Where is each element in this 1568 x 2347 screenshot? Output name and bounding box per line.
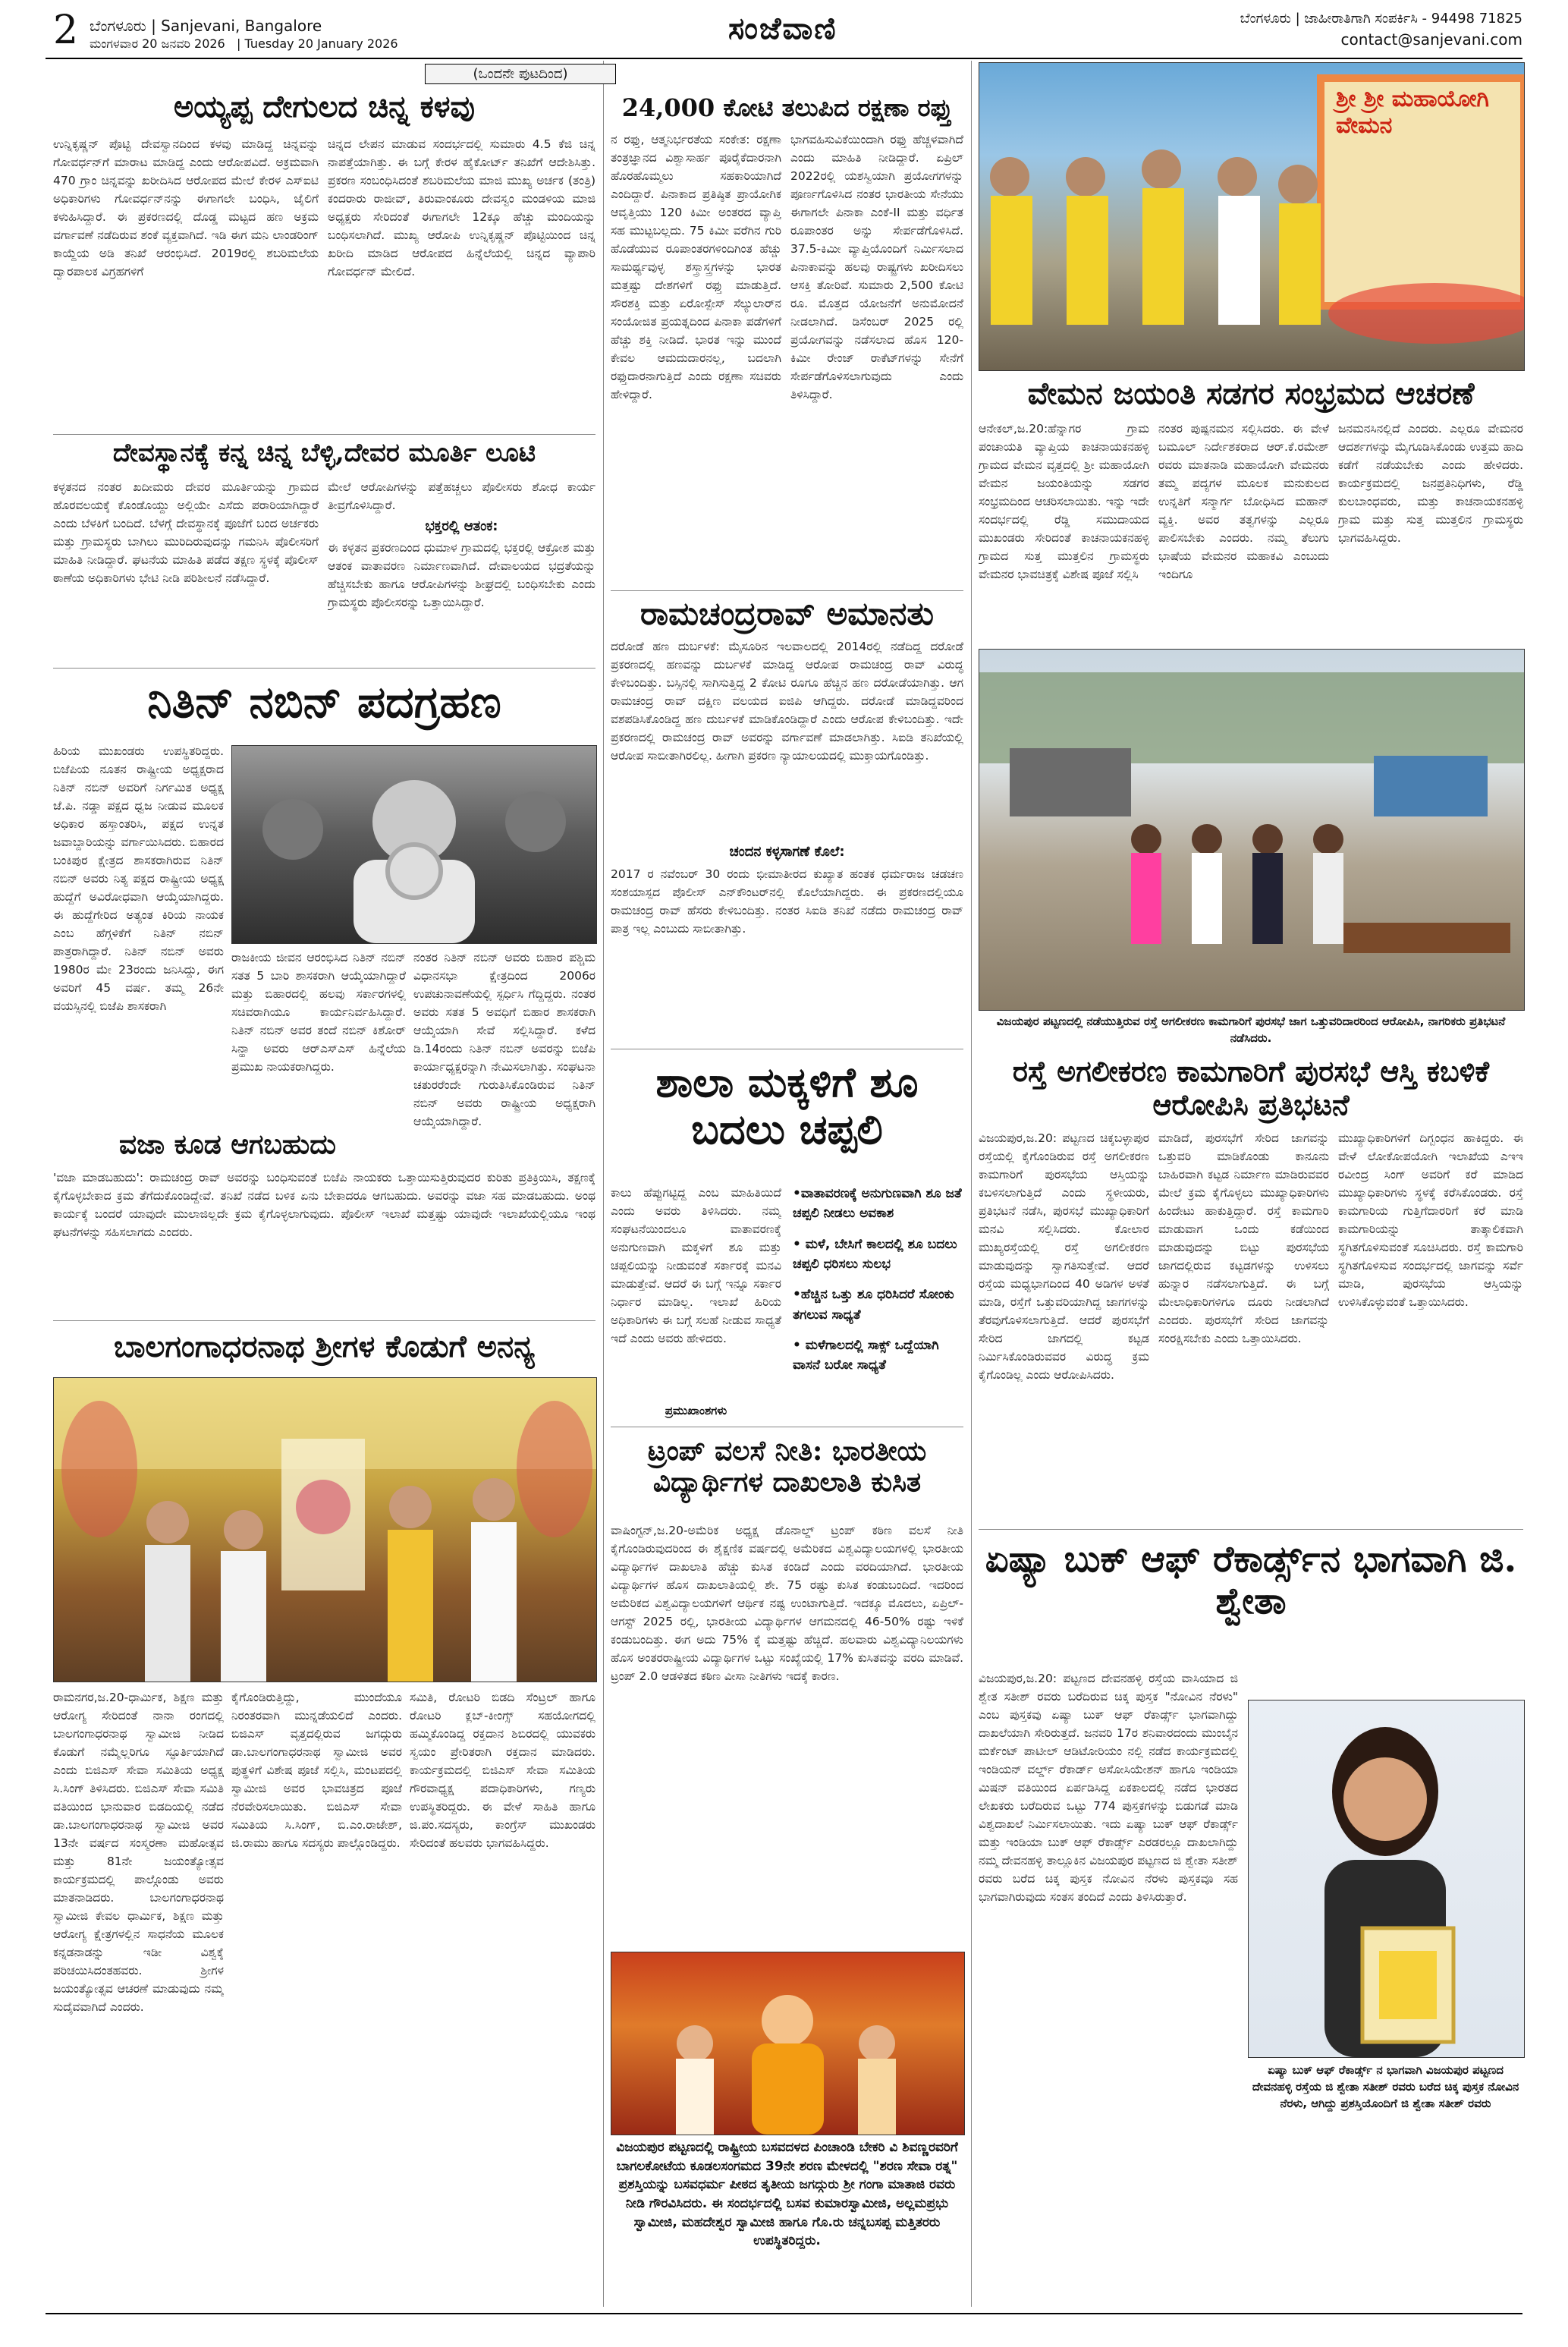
section-rule [611,590,963,591]
headline-asia-book-records: ಏಷ್ಯಾ ಬುಕ್ ಆಫ್ ರೆಕಾರ್ಡ್ಸ್‌ನ ಭಾಗವಾಗಿ ಜಿ. ಶ್ವೇತಾ [985,1538,1517,1623]
article-body: ಕಳ್ಳತನದ ನಂತರ ಖದೀಮರು ದೇವರ ಮೂರ್ತಿಯನ್ನು ಗ್ರಾಮದ ಹೊರವಲಯಕ್ಕೆ ಕೊಂಡೊಯ್ದು ಅಲ್ಲಿಯೇ ಎಸೆದು ಪರಾರಿಯಾಗಿದ್ದಾರೆ ಎಂದು ಬೆಳಕಿಗೆ ಬಂದಿದೆ. ಬೆಳಗ್ಗೆ ದೇವಸ್ಥಾನಕ್ಕೆ ಪೂಜೆಗೆ ಬಂದ ಅರ್ಚಕರು ಮತ್ತು ಗ್ರಾಮಸ್ಥರು ಬಾಗಿಲು ಮುರಿದಿರುವುದನ್ನು ಗಮನಿಸಿ ಪೊಲೀಸರಿಗೆ ಮಾಹಿತಿ ನೀಡಿದ್ದಾರೆ. ಘಟನೆಯ ಮಾಹಿತಿ ಪಡೆದ ತಕ್ಷಣ ಸ್ಥಳಕ್ಕೆ ಪೊಲೀಸ್ ಠಾಣೆಯ ಅಧಿಕಾರಿಗಳು ಭೇಟಿ ನೀಡಿ ಪರಿಶೀಲನೆ ನಡೆಸಿದ್ದಾರೆ. [53,480,319,586]
nitin-nabin-photo [231,745,597,944]
header-date [90,36,398,52]
section-rule [53,1320,595,1321]
headline-ayyappa: ಅಯ್ಯಪ್ಪ ದೇಗುಲದ ಚಿನ್ನ ಕಳವು [173,89,476,124]
column-divider [971,61,972,2307]
protest-illustration [979,650,1524,1010]
article-body: ಆನೇಕಲ್,ಜ.20:ಹೆನ್ನಾಗರ ಗ್ರಾಮ ಪಂಚಾಯತಿ ವ್ಯಾಪ್ತಿಯ ಕಾಚನಾಯಕನಹಳ್ಳಿ ಗ್ರಾಮದ ವೇಮನ ವೃತ್ತದಲ್ಲಿ ಶ್ರೀ ಮಹಾಯೋಗಿ ವೇಮನ ಜಯಂತಿಯನ್ನು ಸಡಗರ ಸಂಭ್ರಮದಿಂದ ಆಚರಿಸಲಾಯಿತು. ಇನ್ನು ಇದೇ ಸಂದರ್ಭದಲ್ಲಿ ರೆಡ್ಡಿ ಸಮುದಾಯದ ಮುಖಂಡರು ಸೇರಿದಂತೆ ಕಾಚನಾಯಕನಹಳ್ಳಿ ಗ್ರಾಮದ ಸುತ್ತ ಮುತ್ತಲಿನ ಗ್ರಾಮಸ್ಥರು ವೇಮನರ ಭಾವಚಿತ್ರಕ್ಕೆ ವಿಶೇಷ ಪೂಜೆ ಸಲ್ಲಿಸಿ [979,422,1149,582]
headline-temple-theft: ದೇವಸ್ಥಾನಕ್ಕೆ ಕನ್ನ ಚಿನ್ನ ಬೆಳ್ಳಿ,ದೇವರ ಮೂರ್ತಿ ಲೂಟಿ [112,438,536,468]
article-body: 'ವಜಾ ಮಾಡಬಹುದು': ರಾಮಚಂದ್ರ ರಾವ್ ಅವರನ್ನು ಬಂಧಿಸುವಂತೆ ಬಿಜೆಪಿ ನಾಯಕರು ಒತ್ತಾಯಿಸುತ್ತಿರುವುದರ ಕುರಿತು ಪ್ರತಿಕ್ರಿಯಿಸಿ, ತಕ್ಷಣಕ್ಕೆ ಕೈಗೊಳ್ಳಬೇಕಾದ ಕ್ರಮ ತೆಗೆದುಕೊಂಡಿದ್ದೇವೆ. ತನಿಖೆ ನಡೆದ ಬಳಿಕ ಏನು ಬೇಕಾದರೂ ಆಗಬಹುದು. ಅವರನ್ನು ವಜಾ ಸಹ ಮಾಡಬಹುದು. ಅಂಥ ಕಾರ್ಯಕ್ಕೆ ಬಂದರೆ ಯಾವುದೇ ಮುಲಾಜಿಲ್ಲದೇ ಕ್ರಮ ಕೈಗೊಳ್ಳಲಾಗುವುದು. ಪೊಲೀಸ್ ಇಲಾಖೆ ಮತ್ತಷ್ಟು ಯಾವುದೇ ಇಲಾಖೆಯಲ್ಲಿಯೂ ಇಂಥ ಘಟನೆಗಳನ್ನು ಸಹಿಸಲಾಗದು ಎಂದರು. [53,1171,595,1240]
article-body: ಸಮಿತಿ, ರೋಟರಿ ಬಿಡದಿ ಸೆಂಟ್ರಲ್ ಹಾಗೂ ರೋಟರಿ ಕ್ಲಬ್-ಕೀಂಗ್ಸ್ ಸಹಯೋಗದಲ್ಲಿ ಹಮ್ಮಿಕೊಂಡಿದ್ದ ರಕ್ತದಾನ ಶಿಬಿರದಲ್ಲಿ ಯುವಕರು ಸ್ವಯಂ ಪ್ರೇರಿತರಾಗಿ ರಕ್ತದಾನ ಮಾಡಿದರು. ಕಾರ್ಯಕ್ರಮದಲ್ಲಿ ಬಿಜಿಎಸ್ ಸೇವಾ ಸಮಿತಿಯ ಗೌರವಾಧ್ಯಕ್ಷ ಪದಾಧಿಕಾರಿಗಳು, ಗಣ್ಯರು ಉಪಸ್ಥಿತರಿದ್ದರು. ಈ ವೇಳೆ ಸಾಹಿತಿ ಹಾಗೂ ಜಿ.ಪಂ.ಸದಸ್ಯರು, ಕಾಂಗ್ರೆಸ್ ಮುಖಂಡರು ಸೇರಿದಂತೆ ಹಲವರು ಭಾಗವಹಿಸಿದ್ದರು. [410,1691,595,1851]
headline-balagangadharanatha: ಬಾಲಗಂಗಾಧರನಾಥ ಶ್ರೀಗಳ ಕೊಡುಗೆ ಅನನ್ಯ [114,1329,535,1364]
ceremony-illustration [611,1952,964,2135]
article-body: ಚಿನ್ನದ ಲೇಪನ ಮಾಡುವ ಸಂದರ್ಭದಲ್ಲಿ ಸುಮಾರು 4.5 ಕೆಜಿ ಚಿನ್ನ ನಾಪತ್ತೆಯಾಗಿತ್ತು. ಈ ಬಗ್ಗೆ ಕೇರಳ ಹೈಕೋರ್ಟ್ ತನಿಖೆಗೆ ಆದೇಶಿಸಿತ್ತು. ಪ್ರಕರಣ ಸಂಬಂಧಿಸಿದಂತೆ ಶಬರಿಮಲೆಯ ಮಾಜಿ ಮುಖ್ಯ ಅರ್ಚಕ (ತಂತ್ರಿ) ಕಂದರಾರು ರಾಜೀವ್, ತಿರುವಾಂಕೂರು ದೇವಸ್ವಂ ಮಂಡಳಿಯ ಮಾಜಿ ಅಧ್ಯಕ್ಷರು ಸೇರಿದಂತೆ ಈಗಾಗಲೇ 12ಕ್ಕೂ ಹೆಚ್ಚು ಮಂದಿಯನ್ನು ಬಂಧಿಸಲಾಗಿದೆ. ಮುಖ್ಯ ಆರೋಪಿ ಉನ್ನಿಕೃಷ್ಣನ್ ಪೊಟ್ಟಿಯಿಂದ ಚಿನ್ನ ಖರೀದಿ ಮಾಡಿದ ಆರೋಪದ ಹಿನ್ನೆಲೆಯಲ್ಲಿ ಚಿನ್ನದ ವ್ಯಾಪಾರಿ ಗೋವರ್ಧನ್ ಮೇಲಿದೆ. [328,137,595,279]
subhead: ಭಕ್ತರಲ್ಲಿ ಆತಂಕ: [425,518,498,534]
highlights-list [793,1184,963,1386]
date-en: | Tuesday 20 January 2026 [237,36,398,51]
contact-email: contact@sanjevani.com [1340,30,1522,49]
article-body: ರಾಜಕೀಯ ಜೀವನ ಆರಂಭಿಸಿದ ನಿತಿನ್ ನಬಿನ್ ಸತತ 5 ಬಾರಿ ಶಾಸಕರಾಗಿ ಆಯ್ಕೆಯಾಗಿದ್ದಾರೆ ಮತ್ತು ಬಿಹಾರದಲ್ಲಿ ಹಲವು ಸರ್ಕಾರಗಳಲ್ಲಿ ಸಚಿವರಾಗಿಯೂ ಕಾರ್ಯನಿರ್ವಹಿಸಿದ್ದಾರೆ. ನಿತಿನ್ ನಬಿನ್ ಅವರ ತಂದೆ ನಬಿನ್ ಕಿಶೋರ್ ಸಿನ್ಹಾ ಅವರು ಆರ್‌ಎಸ್‌ಎಸ್ ಹಿನ್ನೆಲೆಯ ಪ್ರಮುಖ ನಾಯಕರಾಗಿದ್ದರು. [231,951,406,1074]
highlights-label: ಪ್ರಮುಖಾಂಶಗಳು [665,1404,727,1417]
road-protest-photo [979,649,1525,1011]
shwetha-illustration [1249,1700,1524,2057]
highlight-item: •ಹೆಚ್ಚಿನ ಒತ್ತು ಶೂ ಧರಿಸಿದರೆ ಸೋಂಕು ತಗಲುವ ಸಾಧ್ಯತೆ [793,1287,954,1323]
photo-caption: ಏಷ್ಯಾ ಬುಕ್ ಆಫ್ ರೆಕಾರ್ಡ್ಸ್ ನ ಭಾಗವಾಗಿ ವಿಜಯಪುರ ಪಟ್ಟಣದ ದೇವನಹಳ್ಳಿ ರಸ್ತೆಯ ಜಿ ಶ್ವೇತಾ ಸತೀಶ್ ರವರು ಬರೆದ ಚಿಕ್ಕ ಪುಸ್ತಕ ನೋವಿನ ನೆರಳು, ಆಗಿದ್ದು ಪ್ರಶಸ್ತಿಯೊಂದಿಗೆ ಜಿ ಶ್ವೇತಾ ಸತೀಶ್ ರವರು [1252,2063,1519,2110]
headline-school-shoes: ಶಾಲಾ ಮಕ್ಕಳಿಗೆ ಶೂ ಬದಲು ಚಪ್ಪಲಿ [655,1058,919,1154]
logo-text: ಸಂಜೆವಾಣಿ [728,11,837,46]
swamiji-event-photo [53,1377,597,1682]
continued-label: (ಒಂದನೇ ಪುಟದಿಂದ) [425,64,616,84]
article-body: ವಾಷಿಂಗ್ಟನ್,ಜ.20-ಅಮೆರಿಕ ಅಧ್ಯಕ್ಷ ಡೊನಾಲ್ಡ್ ಟ್ರಂಪ್ ಕಠಿಣ ವಲಸೆ ನೀತಿ ಕೈಗೊಂಡಿರುವುದರಿಂದ ಈ ಶೈಕ್ಷಣಿಕ ವರ್ಷದಲ್ಲಿ ಅಮೆರಿಕದ ವಿಶ್ವವಿದ್ಯಾಲಯಗಳಲ್ಲಿ ಭಾರತೀಯ ವಿದ್ಯಾರ್ಥಿಗಳ ದಾಖಲಾತಿ ಹೆಚ್ಚು ಕುಸಿತ ಕಂಡಿದೆ ಎಂದು ವರದಿಯಾಗಿದೆ. ಭಾರತೀಯ ವಿದ್ಯಾರ್ಥಿಗಳ ಹೊಸ ದಾಖಲಾತಿಯಲ್ಲಿ ಶೇ. 75 ರಷ್ಟು ಕುಸಿತ ಕಂಡುಬಂದಿದೆ. ಇದರಿಂದ ಅಮೆರಿಕದ ವಿಶ್ವವಿದ್ಯಾಲಯಗಳಿಗೆ ಆರ್ಥಿಕ ನಷ್ಟ ಉಂಟಾಗುತ್ತಿದೆ. ಇದಕ್ಕೂ ಮೊದಲು, ಏಪ್ರಿಲ್-ಆಗಸ್ಟ್ 2025 ರಲ್ಲಿ, ಭಾರತೀಯ ವಿದ್ಯಾರ್ಥಿಗಳ ಆಗಮನದಲ್ಲಿ 46-50% ರಷ್ಟು ಇಳಿಕೆ ಕಂಡುಬಂದಿತ್ತು. ಈಗ ಅದು 75% ಕ್ಕೆ ಮತ್ತಷ್ಟು ಹೆಚ್ಚಿದೆ. ಹಲವಾರು ವಿಶ್ವವಿದ್ಯಾನಿಲಯಗಳು ಹೊಸ ಅಂತರರಾಷ್ಟ್ರೀಯ ವಿದ್ಯಾರ್ಥಿಗಳ ಒಟ್ಟು ಸಂಖ್ಯೆಯಲ್ಲಿ 17% ಕುಸಿತವನ್ನು ವರದಿ ಮಾಡಿವೆ. ಟ್ರಂಪ್ 2.0 ಆಡಳಿತದ ಕಠಿಣ ವೀಸಾ ನೀತಿಗಳು ಇದಕ್ಕೆ ಕಾರಣ. [611,1524,963,1684]
column-divider [603,61,604,2307]
article-body: ಹಿರಿಯ ಮುಖಂಡರು ಉಪಸ್ಥಿತರಿದ್ದರು. ಬಿಜೆಪಿಯ ನೂತನ ರಾಷ್ಟ್ರೀಯ ಅಧ್ಯಕ್ಷರಾದ ನಿತಿನ್ ನಬಿನ್ ಅವರಿಗೆ ನಿರ್ಗಮಿತ ಅಧ್ಯಕ್ಷ ಜೆ.ಪಿ. ನಡ್ಡಾ ಪಕ್ಷದ ಧ್ವಜ ನೀಡುವ ಮೂಲಕ ಅಧಿಕಾರ ಹಸ್ತಾಂತರಿಸಿ, ಪಕ್ಷದ ಉನ್ನತ ಜವಾಬ್ದಾರಿಯನ್ನು ವರ್ಗಾಯಿಸಿದರು. ಬಿಹಾರದ ಬಂಕಿಪುರ ಕ್ಷೇತ್ರದ ಶಾಸಕರಾಗಿರುವ ನಿತಿನ್ ನಬಿನ್ ಅವರು ನಿತ್ಯ ಪಕ್ಷದ ರಾಷ್ಟ್ರೀಯ ಅಧ್ಯಕ್ಷ ಹುದ್ದೆಗೆ ಅವಿರೋಧವಾಗಿ ಆಯ್ಕೆಯಾಗಿದ್ದರು. ಈ ಹುದ್ದೆಗೇರಿದ ಅತ್ಯಂತ ಕಿರಿಯ ನಾಯಕ ಎಂಬ ಹೆಗ್ಗಳಿಕೆಗೆ ನಿತಿನ್ ನಬಿನ್ ಪಾತ್ರರಾಗಿದ್ದಾರೆ. ನಿತಿನ್ ನಬಿನ್ ಅವರು 1980ರ ಮೇ 23ರಂದು ಜನಿಸಿದ್ದು, ಈಗ ಅವರಿಗೆ 45 ವರ್ಷ. ತಮ್ಮ 26ನೇ ವಯಸ್ಸಿನಲ್ಲಿ ಬಿಜೆಪಿ ಶಾಸಕರಾಗಿ [53,744,224,1014]
portrait-illustration [232,746,596,943]
footer-rule [46,2313,1522,2314]
article-body: ಮುಖ್ಯಾಧಿಕಾರಿಗಳಿಗೆ ದಿಗ್ಬಂಧನ ಹಾಕಿದ್ದರು. ಈ ವೇಳೆ ಲೋಕೋಪಯೋಗಿ ಇಲಾಖೆಯ ಎಇಇ ರವೀಂದ್ರ ಸಿಂಗ್ ಅವರಿಗೆ ಕರೆ ಮಾಡಿದ ಮುಖ್ಯಾಧಿಕಾರಿಗಳು ಸ್ಥಳಕ್ಕೆ ಕರೆಸಿಕೊಂಡರು. ರಸ್ತೆ ಕಾಮಗಾರಿಯ ಗುತ್ತಿಗೆದಾರರಿಗೆ ಕರೆ ಮಾಡಿ ಕಾಮಗಾರಿಯನ್ನು ತಾತ್ಕಾಲಿಕವಾಗಿ ಸ್ಥಗಿತಗೊಳಿಸುವಂತೆ ಸೂಚಿಸಿದರು. ರಸ್ತೆ ಕಾಮಗಾರಿ ಸ್ಥಗಿತಗೊಳಿಸುವ ಸಂದರ್ಭದಲ್ಲಿ ಜಾಗವನ್ನು ಸರ್ವೆ ಮಾಡಿ, ಪುರಸಭೆಯ ಆಸ್ತಿಯನ್ನು ಉಳಿಸಿಕೊಳ್ಳುವಂತೆ ಒತ್ತಾಯಿಸಿದರು. [1338,1131,1523,1310]
masthead-logo [728,11,837,46]
article-body: ಈ ಕಳ್ಳತನ ಪ್ರಕರಣದಿಂದ ಧುಮಾಳ ಗ್ರಾಮದಲ್ಲಿ ಭಕ್ತರಲ್ಲಿ ಆಕ್ರೋಶ ಮತ್ತು ಆತಂಕ ವಾತಾವರಣ ನಿರ್ಮಾಣವಾಗಿದೆ. ದೇವಾಲಯದ ಭದ್ರತೆಯನ್ನು ಹೆಚ್ಚಿಸಬೇಕು ಹಾಗೂ ಆರೋಪಿಗಳನ್ನು ಶೀಘ್ರದಲ್ಲಿ ಬಂಧಿಸಬೇಕು ಎಂದು ಗ್ರಾಮಸ್ಥರು ಪೊಲೀಸರನ್ನು ಒತ್ತಾಯಿಸಿದ್ದಾರೆ. [328,541,595,610]
headline-road-widening: ರಸ್ತೆ ಅಗಲೀಕರಣ ಕಾಮಗಾರಿಗೆ ಪುರಸಭೆ ಆಸ್ತಿ ಕಬಳಿಕೆ ಆರೋಪಿಸಿ ಪ್ರತಿಭಟನೆ [1012,1054,1490,1122]
article-body: ವಿಜಯಪುರ,ಜ.20: ಪಟ್ಟಣದ ಚಿಕ್ಕಬಳ್ಳಾಪುರ ರಸ್ತೆಯಲ್ಲಿ ಕೈಗೊಂಡಿರುವ ರಸ್ತೆ ಅಗಲೀಕರಣ ಕಾಮಗಾರಿಗೆ ಪುರಸಭೆಯ ಆಸ್ತಿಯನ್ನು ಕಬಳಿಸಲಾಗುತ್ತಿದೆ ಎಂದು ಸ್ಥಳೀಯರು, ಪ್ರತಿಭಟನೆ ನಡೆಸಿ, ಪುರಸಭೆ ಮುಖ್ಯಾಧಿಕಾರಿಗೆ ಮನವಿ ಸಲ್ಲಿಸಿದರು. ಕೋಲಾರ ಮುಖ್ಯರಸ್ತೆಯಲ್ಲಿ ರಸ್ತೆ ಅಗಲೀಕರಣ ಮಾಡುವುದನ್ನು ಸ್ವಾಗತಿಸುತ್ತೇವೆ. ಆದರೆ ರಸ್ತೆಯ ಮಧ್ಯಭಾಗದಿಂದ 40 ಅಡಿಗಳ ಅಳತೆ ಮಾಡಿ, ರಸ್ತೆಗೆ ಒತ್ತುವರಿಯಾಗಿದ್ದ ಜಾಗಗಳನ್ನು ತೆರವುಗೊಳಿಸಲಾಗುತ್ತಿದೆ. ಆದರೆ ಪುರಸಭೆಗೆ ಸೇರಿದ ಜಾಗದಲ್ಲಿ ಕಟ್ಟಡ ನಿರ್ಮಿಸಿಕೊಂಡಿರುವವರ ವಿರುದ್ಧ ಕ್ರಮ ಕೈಗೊಂಡಿಲ್ಲ ಎಂದು ಆರೋಪಿಸಿದರು. [979,1131,1149,1383]
article-body: ನ ರಫ್ತು, ಆತ್ಮನಿರ್ಭರತೆಯ ಸಂಕೇತ: ರಕ್ಷಣಾ ತಂತ್ರಜ್ಞಾನದ ವಿಶ್ವಾಸಾರ್ಹ ಪೂರೈಕೆದಾರನಾಗಿ ಹೊರಹೊಮ್ಮಲು ಸಹಕಾರಿಯಾಗಿದೆ ಎಂದಿದ್ದಾರೆ. ಪಿನಾಕಾದ ಪ್ರತಿಷ್ಠಿತ ಪ್ರಾಯೋಗಿಕ ಆವೃತ್ತಿಯು 120 ಕಿಮೀ ಅಂತರದ ವ್ಯಾಪ್ತಿ ಸಹ ಮುಟ್ಟಬಲ್ಲದು. 75 ಕಿಮೀ ವರೆಗಿನ ಗುರಿ ಹೊಡೆಯುವ ರೂಪಾಂತರಗಳಿಂದಿಗಿಂತ ಹೆಚ್ಚು ಸಾಮರ್ಥ್ಯವುಳ್ಳ ಶಸ್ತ್ರಾಸ್ತ್ರಗಳನ್ನು ಭಾರತ ಮತ್ತಷ್ಟು ದೇಶಗಳಿಗೆ ರಫ್ತು ಮಾಡುತ್ತಿದೆ. ಸೌರಶಕ್ತಿ ಮತ್ತು ಏರೋಸ್ಪೇಸ್ ಸೆಲ್ಯುಲಾರ್‌ನ ಸಂಯೋಜಿತ ಪ್ರಯತ್ನದಿಂದ ಪಿನಾಕಾ ಪಡೆಗಳಿಗೆ ಹೆಚ್ಚು ಶಕ್ತಿ ನೀಡಿದೆ. ಭಾರತ ಇನ್ನು ಮುಂದೆ ಕೇವಲ ಆಮದುದಾರನಲ್ಲ, ಬದಲಾಗಿ ರಫ್ತುದಾರನಾಗುತ್ತಿದೆ ಎಂದು ರಕ್ಷಣಾ ಸಚಿವರು ಹೇಳಿದ್ದಾರೆ. [611,133,781,402]
date-kn: ಮಂಗಳವಾರ 20 ಜನವರಿ 2026 [90,36,225,51]
article-body: ಮಾಡಿದೆ, ಪುರಸಭೆಗೆ ಸೇರಿದ ಜಾಗವನ್ನು ಒತ್ತುವರಿ ಮಾಡಿಕೊಂಡು ಕಾನೂನು ಬಾಹಿರವಾಗಿ ಕಟ್ಟಡ ನಿರ್ಮಾಣ ಮಾಡಿರುವವರ ಮೇಲೆ ಕ್ರಮ ಕೈಗೊಳ್ಳಲು ಮುಖ್ಯಾಧಿಕಾರಿಗಳು ಹಿಂದೇಟು ಹಾಕುತ್ತಿದ್ದಾರೆ. ರಸ್ತೆ ಕಾಮಗಾರಿ ಮಾಡುವಾಗ ಒಂದು ಕಡೆಯಿಂದ ಮಾಡುವುದನ್ನು ಬಿಟ್ಟು ಪುರಸಭೆಯ ಜಾಗದಲ್ಲಿರುವ ಕಟ್ಟಡಗಳನ್ನು ಉಳಿಸಲು ಹುನ್ನಾರ ನಡೆಸಲಾಗುತ್ತಿದೆ. ಈ ಬಗ್ಗೆ ಮೇಲಾಧಿಕಾರಿಗಳಿಗೂ ದೂರು ನೀಡಲಾಗಿದೆ ಎಂದರು. ಪುರಸಭೆಗೆ ಸೇರಿದ ಜಾಗವನ್ನು ಸಂರಕ್ಷಿಸಬೇಕು ಎಂದು ಒತ್ತಾಯಿಸಿದರು. [1158,1131,1329,1346]
article-body: ಕೈಗೊಂಡಿರುತ್ತಿದ್ದು, ಮುಂದೆಯೂ ನಿರಂತರವಾಗಿ ಮುನ್ನಡೆಯಲಿದೆ ಎಂದರು. ಬಿಜಿಎಸ್ ವೃತ್ತದಲ್ಲಿರುವ ಜಗದ್ಗುರು ಡಾ.ಬಾಲಗಂಗಾಧರನಾಥ ಸ್ವಾಮೀಜಿ ಅವರ ಪುತ್ಥಳಿಗೆ ವಿಶೇಷ ಪೂಜೆ ಸಲ್ಲಿಸಿ, ಮಂಟಪದಲ್ಲಿ ಸ್ವಾಮೀಜಿ ಅವರ ಭಾವಚಿತ್ರದ ಪೂಜೆ ನೆರವೇರಿಸಲಾಯಿತು. ಬಿಜಿಎಸ್ ಸೇವಾ ಸಮಿತಿಯ ಸಿ.ಸಿಂಗ್, ಬಿ.ಎಂ.ರಾಜೇಶ್, ಜಿ.ರಾಮು ಹಾಗೂ ಸದಸ್ಯರು ಪಾಲ್ಗೊಂಡಿದ್ದರು. [231,1691,402,1851]
award-ceremony-photo [611,1952,965,2135]
article-body: ರಾಮನಗರ,ಜ.20-ಧಾರ್ಮಿಕ, ಶಿಕ್ಷಣ ಮತ್ತು ಆರೋಗ್ಯ ಸೇರಿದಂತೆ ನಾನಾ ರಂಗದಲ್ಲಿ ಬಾಲಗಂಗಾಧರನಾಥ ಸ್ವಾಮೀಜಿ ನೀಡಿದ ಕೊಡುಗೆ ನಮ್ಮೆಲ್ಲರಿಗೂ ಸ್ಫೂರ್ತಿಯಾಗಿದೆ ಎಂದು ಬಿಜಿಎಸ್ ಸೇವಾ ಸಮಿತಿಯ ಅಧ್ಯಕ್ಷ ಸಿ.ಸಿಂಗ್ ತಿಳಿಸಿದರು. ಬಿಜಿಎಸ್ ಸೇವಾ ಸಮಿತಿ ವತಿಯಿಂದ ಭಾನುವಾರ ಬಿಡದಿಯಲ್ಲಿ ನಡೆದ ಡಾ.ಬಾಲಗಂಗಾಧರನಾಥ ಸ್ವಾಮೀಜಿ ಅವರ 13ನೇ ವರ್ಷದ ಸಂಸ್ಮರಣಾ ಮಹೋತ್ಸವ ಮತ್ತು 81ನೇ ಜಯಂತ್ಯೋತ್ಸವ ಕಾರ್ಯಕ್ರಮದಲ್ಲಿ ಪಾಲ್ಗೊಂಡು ಅವರು ಮಾತನಾಡಿದರು. ಬಾಲಗಂಗಾಧರನಾಥ ಸ್ವಾಮೀಜಿ ಕೇವಲ ಧಾರ್ಮಿಕ, ಶಿಕ್ಷಣ ಮತ್ತು ಆರೋಗ್ಯ ಕ್ಷೇತ್ರಗಳಲ್ಲಿನ ಸಾಧನೆಯ ಮೂಲಕ ಕನ್ನಡನಾಡನ್ನು ಇಡೀ ವಿಶ್ವಕ್ಕೆ ಪರಿಚಯಿಸಿದಂತಹವರು. ಶ್ರೀಗಳ ಜಯಂತ್ಯೋತ್ಸವ ಆಚರಣೆ ಮಾಡುವುದು ನಮ್ಮ ಸುದೈವವಾಗಿದೆ ಎಂದರು. [53,1691,224,2015]
headline-dismissal: ವಜಾ ಕೂಡ ಆಗಬಹುದು [119,1128,336,1160]
article-body: ಕಾಲು ಹೆಪ್ಪುಗಟ್ಟಿದ್ದ ಎಂಬ ಮಾಹಿತಿಯಿದೆ ಎಂದು ಅವರು ತಿಳಿಸಿದರು. ನಮ್ಮ ಸಂಘಟನೆಯಿಂದಲೂ ವಾತಾವರಣಕ್ಕೆ ಅನುಗುಣವಾಗಿ ಮಕ್ಕಳಿಗೆ ಶೂ ಮತ್ತು ಚಪ್ಪಲಿಯನ್ನು ನೀಡುವಂತೆ ಸರ್ಕಾರಕ್ಕೆ ಮನವಿ ಮಾಡುತ್ತೇವೆ. ಆದರೆ ಈ ಬಗ್ಗೆ ಇನ್ನೂ ಸರ್ಕಾರ ನಿರ್ಧಾರ ಮಾಡಿಲ್ಲ. ಇಲಾಖೆ ಹಿರಿಯ ಅಧಿಕಾರಿಗಳು ಈ ಬಗ್ಗೆ ಸಲಹೆ ನೀಡುವ ಸಾಧ್ಯತೆ ಇದೆ ಎಂದು ಅವರು ಹೇಳಿದರು. [611,1186,781,1346]
photo-caption: ವಿಜಯಪುರ ಪಟ್ಟಣದಲ್ಲಿ ನಡೆಯುತ್ತಿರುವ ರಸ್ತೆ ಅಗಲೀಕರಣ ಕಾಮಗಾರಿಗೆ ಪುರಸಭೆ ಜಾಗ ಒತ್ತುವರಿದಾರರಿಂದ ಆರೋಪಿಸಿ, ನಾಗರಿಕರು ಪ್ರತಿಭಟನೆ ನಡೆಸಿದರು. [996,1015,1506,1045]
headline-vemana-jayanti: ವೇಮನ ಜಯಂತಿ ಸಡಗರ ಸಂಭ್ರಮದ ಆಚರಣೆ [1027,376,1475,411]
headline-defence-exports: 24,000 ಕೋಟಿ ತಲುಪಿದ ರಕ್ಷಣಾ ರಫ್ತು [621,93,953,122]
section-rule [53,434,595,435]
city-kn: ಬೆಂಗಳೂರು [90,17,146,35]
section-rule [53,668,595,669]
shwetha-photo [1248,1700,1525,2058]
article-body: ಭಾಗವಹಿಸುವಿಕೆಯಿಂದಾಗಿ ರಫ್ತು ಹೆಚ್ಚಳವಾಗಿದೆ ಎಂದು ಮಾಹಿತಿ ನೀಡಿದ್ದಾರೆ. ಏಪ್ರಿಲ್ 2022ರಲ್ಲಿ ಯಶಸ್ವಿಯಾಗಿ ಪ್ರಯೋಗಗಳನ್ನು ಪೂರ್ಣಗೊಳಿಸಿದ ನಂತರ ಭಾರತೀಯ ಸೇನೆಯು ಈಗಾಗಲೇ ಪಿನಾಕಾ ಎಂಕೆ-II ಮತ್ತು ವರ್ಧಿತ ರೂಪಾಂತರ ಅನ್ನು ಸೇರ್ಪಡೆಗೊಳಿಸಿದೆ. 37.5-ಕಿಮೀ ವ್ಯಾಪ್ತಿಯೊಂದಿಗೆ ನಿರ್ಮಿಸಲಾದ ಪಿನಾಕಾವನ್ನು ಹಲವು ರಾಷ್ಟ್ರಗಳು ಖರೀದಿಸಲು ಆಸಕ್ತಿ ತೋರಿವೆ. ಸುಮಾರು 2,500 ಕೋಟಿ ರೂ. ಮೊತ್ತದ ಯೋಜನೆಗೆ ಅನುಮೋದನೆ ನೀಡಲಾಗಿದೆ. ಡಿಸೆಂಬರ್ 2025 ರಲ್ಲಿ ಪ್ರಯೋಗವನ್ನು ನಡೆಸಲಾದ ಹೊಸ 120-ಕಿಮೀ ರೇಂಜ್ ರಾಕೆಟ್‌ಗಳನ್ನು ಸೇನೆಗೆ ಸೇರ್ಪಡೆಗೊಳಿಸಲಾಗುವುದು ಎಂದು ತಿಳಿಸಿದ್ದಾರೆ. [790,133,963,402]
vemana-banner-text: ಶ್ರೀ ಶ್ರೀ ಮಹಾಯೋಗಿ ವೇಮನ [1336,86,1489,139]
photo-caption: ವಿಜಯಪುರ ಪಟ್ಟಣದಲ್ಲಿ ರಾಷ್ಟ್ರೀಯ ಬಸವದಳದ ಪಿಂಚಾಂಡಿ ಬೇಕರಿ ವಿ ಶಿವಣ್ಣರವರಿಗೆ ಬಾಗಲಕೋಟೆಯ ಕೂಡಲಸಂಗಮದ 39ನೇ ಶರಣ ಮೇಳದಲ್ಲಿ "ಶರಣ ಸೇವಾ ರತ್ನ" ಪ್ರಶಸ್ತಿಯನ್ನು ಬಸವಧರ್ಮ ಪೀಠದ ತೃತೀಯ ಜಗದ್ಗುರು ಶ್ರೀ ಗಂಗಾ ಮಾತಾಜಿ ರವರು ನೀಡಿ ಗೌರವಿಸಿದರು. ಈ ಸಂದರ್ಭದಲ್ಲಿ ಬಸವ ಕುಮಾರಸ್ವಾಮೀಜಿ, ಅಲ್ಲಮಪ್ರಭು ಸ್ವಾಮೀಜಿ, ಮಹದೇಶ್ವರ ಸ್ವಾಮೀಜಿ ಹಾಗೂ ಗೊ.ರು ಚನ್ನಬಸಪ್ಪ ಮತ್ತಿತರರು ಉಪಸ್ಥಿತರಿದ್ದರು. [616,2140,958,2249]
headline-trump-immigration: ಟ್ರಂಪ್ ವಲಸೆ ನೀತಿ: ಭಾರತೀಯ ವಿದ್ಯಾರ್ಥಿಗಳ ದಾಖಲಾತಿ ಕುಸಿತ [647,1435,927,1499]
article-body: ನಂತರ ನಿತಿನ್ ನಬಿನ್ ಅವರು ಬಿಹಾರ ಪಶ್ಚಿಮ ವಿಧಾನಸಭಾ ಕ್ಷೇತ್ರದಿಂದ 2006ರ ಉಪಚುನಾವಣೆಯಲ್ಲಿ ಸ್ಪರ್ಧಿಸಿ ಗೆದ್ದಿದ್ದರು. ನಂತರ ಅವರು ಸತತ 5 ಅವಧಿಗೆ ಬಿಹಾರ ಶಾಸಕರಾಗಿ ಆಯ್ಕೆಯಾಗಿ ಸೇವೆ ಸಲ್ಲಿಸಿದ್ದಾರೆ. ಕಳೆದ ಡಿ.14ರಂದು ನಿತಿನ್ ನಬಿನ್ ಅವರನ್ನು ಬಿಜೆಪಿ ಕಾರ್ಯಾಧ್ಯಕ್ಷರನ್ನಾಗಿ ನೇಮಿಸಲಾಗಿತ್ತು. ಸಂಘಟನಾ ಚತುರರೆಂದೇ ಗುರುತಿಸಿಕೊಂಡಿರುವ ನಿತಿನ್ ನಬಿನ್ ಅವರು ರಾಷ್ಟ್ರೀಯ ಅಧ್ಯಕ್ಷರಾಗಿ ಆಯ್ಕೆಯಾಗಿದ್ದಾರೆ. [413,951,595,1129]
headline-ramachandrarao: ರಾಮಚಂದ್ರರಾವ್ ಅಮಾನತು [640,595,934,632]
subhead: ಚಂದನ ಕಳ್ಳಸಾಗಣೆ ಕೊಲೆ: [729,844,845,860]
ad-contact-line: ಬೆಂಗಳೂರು | ಜಾಹೀರಾತಿಗಾಗಿ ಸಂಪರ್ಕಿಸಿ - 94498 71825 [1240,11,1522,27]
vemana-jayanti-photo [979,62,1525,371]
page-number: 2 [53,8,79,53]
article-body: ಜನಮನಸಿನಲ್ಲಿದೆ ಎಂದರು. ಎಲ್ಲರೂ ವೇಮನರ ಆದರ್ಶಗಳನ್ನು ಮೈಗೂಡಿಸಿಕೊಂಡು ಉತ್ತಮ ಹಾದಿ ಕಡೆಗೆ ನಡೆಯಬೇಕು ಎಂದು ಹೇಳಿದರು. ಕಾರ್ಯಕ್ರಮದಲ್ಲಿ ಜನಪ್ರತಿನಿಧಿಗಳು, ರೆಡ್ಡಿ ಕುಲಬಾಂಧವರು, ಮತ್ತು ಕಾಚನಾಯಕನಹಳ್ಳಿ ಗ್ರಾಮ ಮತ್ತು ಸುತ್ತ ಮುತ್ತಲಿನ ಗ್ರಾಮಸ್ಥರು ಭಾಗವಹಿಸಿದ್ದರು. [1338,422,1523,546]
article-body: ಮೇಲೆ ಆರೋಪಿಗಳನ್ನು ಪತ್ತೆಹಚ್ಚಲು ಪೊಲೀಸರು ಶೋಧ ಕಾರ್ಯ ತೀವ್ರಗೊಳಿಸಿದ್ದಾರೆ. [328,480,595,513]
event-illustration [54,1378,596,1682]
article-body: 2017 ರ ನವೆಂಬರ್ 30 ರಂದು ಭೀಮಾತೀರದ ಕುಖ್ಯಾತ ಹಂತಕ ಧರ್ಮರಾಜ ಚಡಚಣ ಸಂಶಯಾಸ್ಪದ ಪೊಲೀಸ್ ಎನ್‌ಕೌಂಟರ್‌ನಲ್ಲಿ ಕೊಲೆಯಾಗಿದ್ದರು. ಈ ಪ್ರಕರಣದಲ್ಲಿಯೂ ರಾಮಚಂದ್ರ ರಾವ್ ಹೆಸರು ಕೇಳಿಬಂದಿತ್ತು. ನಂತರ ಸಿಐಡಿ ತನಿಖೆ ನಡೆದು ರಾಮಚಂದ್ರ ರಾವ್ ಪಾತ್ರ ಇಲ್ಲ ಎಂಬುದು ಸಾಬೀತಾಗಿತ್ತು. [611,867,963,936]
headline-nitin-nabin: ನಿತಿನ್ ನಬಿನ್ ಪದಗ್ರಹಣ [147,676,501,728]
article-body: ಉನ್ನಿಕೃಷ್ಣನ್ ಪೊಟ್ಟಿ ದೇವಸ್ವಾನದಿಂದ ಕಳವು ಮಾಡಿದ್ದ ಚಿನ್ನವನ್ನು ಗೋವರ್ಧನ್‌ಗೆ ಮಾರಾಟ ಮಾಡಿದ್ದ ಎಂದು ಆರೋಪವಿದೆ. ಅಕ್ರಮವಾಗಿ 470 ಗ್ರಾಂ ಚಿನ್ನವನ್ನು ಖರೀದಿಸಿದ ಆರೋಪದ ಮೇಲೆ ಕೇರಳ ಎಸ್‌ಐಟಿ ಅಧಿಕಾರಿಗಳು ಗೋವರ್ಧನ್‌ನನ್ನು ಈಗಾಗಲೇ ಬಂಧಿಸಿ, ಜೈಲಿಗೆ ಕಳುಹಿಸಿದ್ದಾರೆ. ಈ ಪ್ರಕರಣದಲ್ಲಿ ದೊಡ್ಡ ಮಟ್ಟದ ಹಣ ಅಕ್ರಮ ವರ್ಗಾವಣೆ ನಡೆದಿರುವ ಶಂಕೆ ವ್ಯಕ್ತವಾಗಿದೆ. ಇಡಿ ಈಗ ಮನಿ ಲಾಂಡರಿಂಗ್ ಕಾಯ್ದೆಯ ಅಡಿ ತನಿಖೆ ಆರಂಭಿಸಿದೆ. 2019ರಲ್ಲಿ ಶಬರಿಮಲೆಯ ದ್ವಾರಪಾಲಕ ವಿಗ್ರಹಗಳಿಗೆ [53,137,319,279]
header-rule [46,58,1522,59]
highlight-item: •ವಾತಾವರಣಕ್ಕೆ ಅನುಗುಣವಾಗಿ ಶೂ ಜತೆ ಚಪ್ಪಲಿ ನೀಡಲು ಅವಕಾಶ [793,1186,962,1222]
highlight-item: • ಮಳೆಗಾಲದಲ್ಲಿ ಸಾಕ್ಸ್ ಒದ್ದೆಯಾಗಿ ವಾಸನೆ ಬರೋ ಸಾಧ್ಯತೆ [793,1338,939,1373]
section-rule [979,1529,1523,1530]
highlight-item: • ಮಳೆ, ಬೇಸಿಗೆ ಕಾಲದಲ್ಲಿ ಶೂ ಬದಲು ಚಪ್ಪಲಿ ಧರಿಸಲು ಸುಲಭ [793,1236,957,1273]
article-body: ನಂತರ ಪುಷ್ಪನಮನ ಸಲ್ಲಿಸಿದರು. ಈ ವೇಳೆ ಬಮೂಲ್ ನಿರ್ದೇಶಕರಾದ ಆರ್.ಕೆ.ರಮೇಶ್ ರವರು ಮಾತನಾಡಿ ಮಹಾಯೋಗಿ ವೇಮನರು ತಮ್ಮ ಪದ್ಯಗಳ ಮೂಲಕ ಮನುಕುಲದ ಉನ್ನತಿಗೆ ಸನ್ಮಾರ್ಗ ಬೋಧಿಸಿದ ಮಹಾನ್ ವ್ಯಕ್ತಿ. ಅವರ ತತ್ವಗಳನ್ನು ಎಲ್ಲರೂ ಪಾಲಿಸಬೇಕು ಎಂದರು. ನಮ್ಮ ತೆಲುಗು ಭಾಷೆಯ ವೇಮನರ ಮಹಾಕವಿ ಎಂಬುದು ಇಂದಿಗೂ [1158,422,1329,582]
header-city [90,17,322,35]
paper-name: | Sanjevani, Bangalore [151,17,322,35]
article-body: ದರೋಡೆ ಹಣ ದುರ್ಬಳಕೆ: ಮೈಸೂರಿನ ಇಲವಾಲದಲ್ಲಿ 2014ರಲ್ಲಿ ನಡೆದಿದ್ದ ದರೋಡೆ ಪ್ರಕರಣದಲ್ಲಿ ಹಣವನ್ನು ದುರ್ಬಳಕೆ ಮಾಡಿದ್ದ ಆರೋಪ ರಾಮಚಂದ್ರ ರಾವ್ ವಿರುದ್ಧ ಕೇಳಿಬಂದಿತ್ತು. ಬಸ್ಸಿನಲ್ಲಿ ಸಾಗಿಸುತ್ತಿದ್ದ 2 ಕೋಟಿ ರೂಗೂ ಹೆಚ್ಚಿನ ಹಣ ದರೋಡೆಯಾಗಿತ್ತು. ಆಗ ರಾಮಚಂದ್ರ ರಾವ್ ದಕ್ಷಿಣ ವಲಯದ ಐಜಿಪಿ ಆಗಿದ್ದರು. ದರೋಡೆ ಮಾಡಿದ್ದವರಿಂದ ವಶಪಡಿಸಿಕೊಂಡಿದ್ದ ಹಣ ದುರ್ಬಳಕೆ ಮಾಡಿಕೊಂಡಿದ್ದಾರೆ ಎಂದು ಆರೋಪ ಕೇಳಿಬಂದಿತ್ತು. ಇದೇ ಪ್ರಕರಣದಲ್ಲಿ ರಾಮಚಂದ್ರ ರಾವ್ ಅವರನ್ನು ವರ್ಗಾವಣೆ ಮಾಡಲಾಗಿತ್ತು. ಸಿಐಡಿ ತನಿಖೆಯಲ್ಲಿ ಆರೋಪ ಸಾಬೀತಾಗಿರಲಿಲ್ಲ. ಹೀಗಾಗಿ ಪ್ರಕರಣ ನ್ಯಾಯಾಲಯದಲ್ಲಿ ಮುಕ್ತಾಯಗೊಂಡಿತ್ತು. [611,640,963,763]
article-body: ವಿಜಯಪುರ,ಜ.20: ಪಟ್ಟಣದ ದೇವನಹಳ್ಳಿ ರಸ್ತೆಯ ವಾಸಿಯಾದ ಜಿ ಶ್ವೇತ ಸತೀಶ್ ರವರು ಬರೆದಿರುವ ಚಿಕ್ಕ ಪುಸ್ತಕ "ನೋವಿನ ನೆರಳು" ಎಂಬ ಪುಸ್ತಕವು ಏಷ್ಯಾ ಬುಕ್ ಆಫ್ ರೆಕಾರ್ಡ್ಸ್ ಭಾಗವಾಗಿದ್ದು ದಾಖಲೆಯಾಗಿ ಸೇರಿರುತ್ತದೆ. ಜನವರಿ 17ರ ಶನಿವಾರದಂದು ಮುಂಬೈನ ಮರ್ಕೆಂಟ್ ಪಾಟೀಲ್ ಆಡಿಟೋರಿಯಂ ನಲ್ಲಿ ನಡೆದ ಕಾರ್ಯಕ್ರಮದಲ್ಲಿ ಇಂಡಿಯನ್ ವರ್ಲ್ಡ್ ರೆಕಾರ್ಡ್ ಅಸೋಸಿಯೇಶನ್ ಹಾಗೂ ಇಂಡಿಯಾ ಮಿಷನ್ ವತಿಯಿಂದ ಏರ್ಪಡಿಸಿದ್ದ ಏಕಕಾಲದಲ್ಲಿ ನಡೆದ ಭಾರತದ ಲೇಖಕರು ಬರೆದಿರುವ ಒಟ್ಟು 774 ಪುಸ್ತಕಗಳನ್ನು ಬಿಡುಗಡೆ ಮಾಡಿ ವಿಶ್ವದಾಖಲೆ ನಿರ್ಮಿಸಲಾಯಿತು. ಇದು ಏಷ್ಯಾ ಬುಕ್ ಆಫ್ ರೆಕಾರ್ಡ್ಸ್ ಮತ್ತು ಇಂಡಿಯಾ ಬುಕ್ ಆಫ್ ರೆಕಾರ್ಡ್ಸ್ ಎರಡರಲ್ಲೂ ದಾಖಲಾಗಿದ್ದು ನಮ್ಮ ದೇವನಹಳ್ಳಿ ತಾಲ್ಲೂಕಿನ ವಿಜಯಪುರ ಪಟ್ಟಣದ ಜಿ ಶ್ವೇತಾ ಸತೀಶ್ ರವರು ಬರೆದ ಚಿಕ್ಕ ಪುಸ್ತಕ ನೋವಿನ ನೆರಳು ಪುಸ್ತಕವೂ ಸಹ ಭಾಗವಾಗಿರುವುದು ಸಂತಸ ತಂದಿದೆ ಎಂದು ತಿಳಿಸಿರುತ್ತಾರೆ. [979,1672,1238,1905]
